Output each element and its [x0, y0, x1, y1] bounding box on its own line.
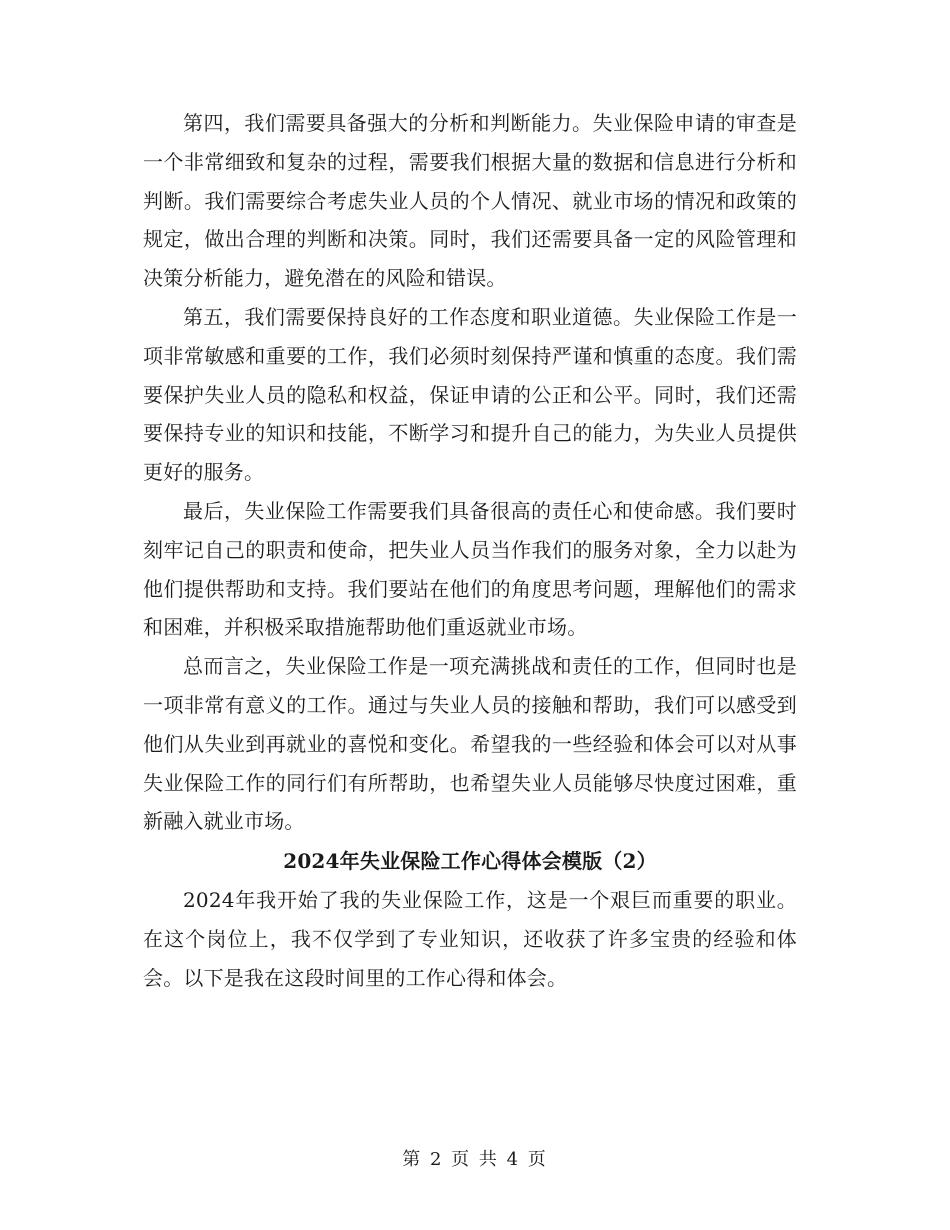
section-title: 2024年失业保险工作心得体会模版（2）: [283, 849, 657, 874]
paragraph-intro-2024: 2024年我开始了我的失业保险工作，这是一个艰巨而重要的职业。在这个岗位上，我不仅学到了专业知识，还收获了许多宝贵的经验和体会。以下是我在这段时间里的工作心得和体会。: [143, 888, 797, 990]
paragraph-conclusion: 总而言之，失业保险工作是一项充满挑战和责任的工作，但同时也是一项非常有意义的工作。通过与失业人员的接触和帮助，我们可以感受到他们从失业到再就业的喜悦和变化。希望我的一些经验和体会可以对从事失业保险工作的同行们有所帮助，也希望失业人员能够尽快度过困难，重新融入就业市场。: [143, 654, 797, 834]
paragraph-fourth-point: 第四，我们需要具备强大的分析和判断能力。失业保险申请的审查是一个非常细致和复杂的过程，需要我们根据大量的数据和信息进行分析和判断。我们需要综合考虑失业人员的个人情况、就业市场的情况和政策的规定，做出合理的判断和决策。同时，我们还需要具备一定的风险管理和决策分析能力，避免潜在的风险和错误。: [143, 111, 797, 291]
paragraph-finally: 最后，失业保险工作需要我们具备很高的责任心和使命感。我们要时刻牢记自己的职责和使命，把失业人员当作我们的服务对象，全力以赴为他们提供帮助和支持。我们要站在他们的角度思考问题，理解他们的需求和困难，并积极采取措施帮助他们重返就业市场。: [143, 498, 797, 640]
paragraph-fifth-point: 第五，我们需要保持良好的工作态度和职业道德。失业保险工作是一项非常敏感和重要的工作，我们必须时刻保持严谨和慎重的态度。我们需要保护失业人员的隐私和权益，保证申请的公正和公平。同时，我们还需要保持专业的知识和技能，不断学习和提升自己的能力，为失业人员提供更好的服务。: [143, 304, 797, 485]
document-body: [143, 104, 797, 998]
page-number-footer: 第 2 页 共 4 页: [402, 1149, 548, 1170]
